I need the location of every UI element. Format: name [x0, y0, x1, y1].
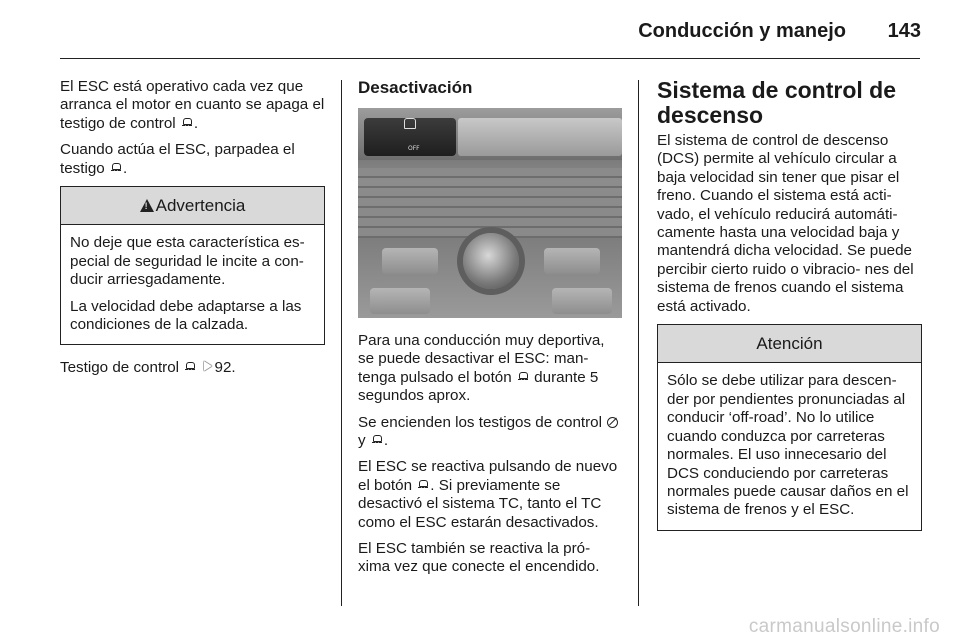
paragraph-esc-blink: Cuando actúa el ESC, parpadea el testigo . [60, 141, 295, 177]
notice-box-body [658, 363, 921, 529]
page-header [0, 0, 960, 60]
page-number: 143 [887, 20, 921, 42]
notice-box-header: Atención [658, 325, 921, 363]
esc-off-button-icon [517, 371, 529, 383]
column-3 [657, 78, 922, 531]
notice-box [657, 324, 922, 531]
paragraph-reactivate-ignition: El ESC también se reactiva la pró- xima vez que conecte el encendido. [358, 540, 600, 576]
section-title: Conducción y manejo [638, 20, 846, 42]
paragraph-deactivate: Para una conducción muy deportiva, se puede desactivar el ESC: man- tenga pulsado el botón durante 5 segundos aprox. [358, 332, 605, 405]
esc-off-button-icon [417, 479, 429, 491]
esc-car-icon [404, 118, 416, 129]
warning-text-2: La velocidad debe adaptarse a las condiciones de la calzada. [70, 297, 302, 334]
warning-triangle-icon [140, 199, 154, 212]
esc-warning-icon [184, 361, 196, 373]
paragraph-lights-on: Se encienden los testigos de control y . [358, 414, 622, 451]
page-reference-link[interactable]: 92. [214, 359, 236, 377]
air-vent-image [358, 168, 622, 238]
header-rule [60, 58, 920, 59]
warning-text-1: No deje que esta característica es- pecial de seguridad le incite a con- ducir arriesgadamente. [70, 234, 305, 289]
esc-warning-icon [110, 162, 122, 174]
notice-text: Sólo se debe utilizar para descen- der por pendientes pronunciadas al conducir ‘off-road’. No lo utilice cuando conduzca por carreteras normales. El uso innecesario del DCS conduciendo por carreteras normales puede causar daños en el sistema de frenos y el ESC. [667, 372, 909, 519]
heading-deactivation: Desactivación [358, 78, 473, 97]
warning-box [60, 186, 325, 345]
warning-box-header: !Advertencia [61, 187, 324, 225]
column-1 [60, 78, 325, 386]
column-divider-1 [341, 80, 342, 606]
esc-button-photo [358, 108, 622, 318]
paragraph-esc-operative: El ESC está operativo cada vez que arranca el motor en cuanto se apaga el testigo de control . [60, 78, 325, 132]
esc-warning-icon [181, 117, 193, 129]
control-knob-image [463, 233, 519, 289]
page-reference-icon [204, 361, 212, 371]
paragraph-control-light-ref: Testigo de control 92. [60, 359, 236, 377]
heading-dcs: Sistema de control de descenso [657, 77, 897, 128]
warning-box-body [61, 225, 324, 344]
paragraph-dcs-description: El sistema de control de descenso (DCS) permite al vehículo circular a baja velocidad sin tener que pisar el freno. Cuando el sistema está acti- vado, el vehículo reducirá automáti- camente hasta una velocidad baja y mantendrá dicha velocidad. Se puede percibir cierto ruido o vibracio- nes del sistema de frenos cuando el sistema está activado. [657, 132, 914, 315]
paragraph-reactivate: El ESC se reactiva pulsando de nuevo el botón . Si previamente se desactivó el sistema TC, tanto el TC como el ESC estarán desactivados. [358, 458, 618, 531]
esc-off-icon [371, 434, 383, 446]
column-divider-2 [638, 80, 639, 606]
column-2 [358, 78, 622, 585]
watermark: carmanualsonline.info [748, 616, 940, 637]
tc-off-icon [607, 416, 619, 428]
